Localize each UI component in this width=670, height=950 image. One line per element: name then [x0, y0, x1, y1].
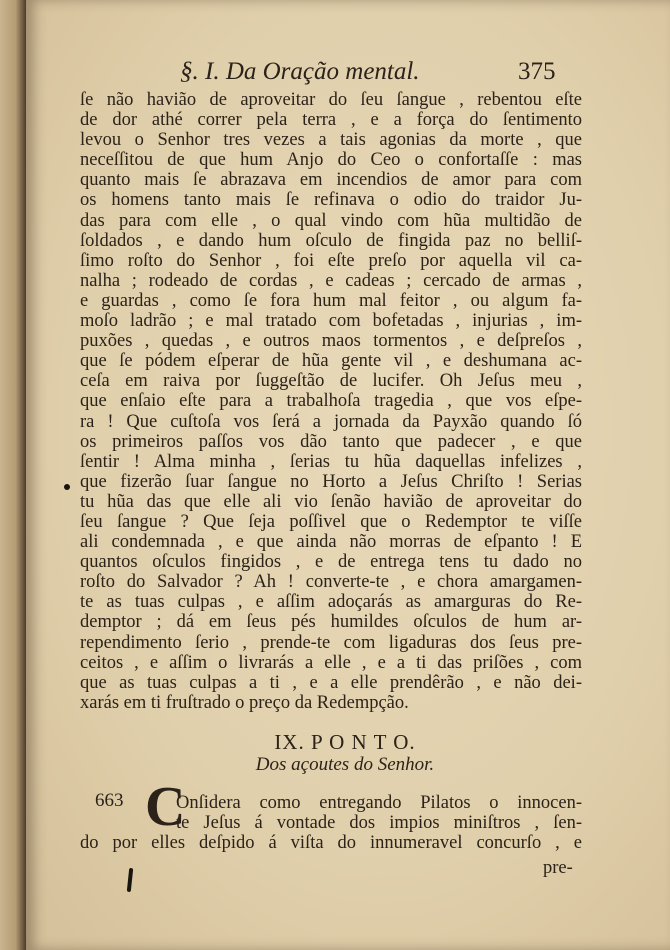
text-line: que enſaio eſte para a trabalhoſa tragedia , que vos eſpe- [80, 391, 582, 412]
text-line: ra ! Que cuſtoſa vos ſerá a jornada da Payxão quando ſó [80, 411, 582, 432]
text-line: ali condemnada , e que ainda não morras de eſpanto ! E [80, 532, 582, 553]
ink-dot [64, 484, 70, 490]
paragraph-number: 663 [95, 790, 124, 811]
text-line: te Jeſus á vontade dos impios miniſtros , ſen- [176, 813, 582, 834]
page-number: 375 [518, 58, 556, 85]
text-line: ſentir ! Alma minha , ſerias tu hũa daquellas infelizes , [80, 451, 582, 472]
text-line: tu hũa das que elle ali vio ſenão havião de aproveitar do [80, 491, 582, 512]
text-line: ceitos , e aſſim o livrarás a elle , e a ti das priſões , com [80, 652, 582, 673]
text-line: roſto do Salvador ? Ah ! converte-te , e chora amargamen- [80, 572, 582, 593]
text-line: quanto mais ſe abrazava em incendios de amor para com [80, 170, 582, 191]
body-text [80, 90, 582, 713]
text-line: moſo ladrão ; e mal tratado com bofetadas , injurias , im- [80, 311, 582, 332]
section-heading: IX. P O N T O. [274, 730, 416, 754]
text-line: de dor athé correr pela terra , e a força do ſentimento [80, 110, 582, 131]
text-line: ceſa em raiva por ſuggeſtão de lucifer. Oh Jeſus meu , [80, 371, 582, 392]
text-line: que fizerão ſuar ſangue no Horto a Jeſus Chriſto ! Serias [80, 471, 582, 492]
text-line: que as tuas culpas a ti , e a elle prendêrão , e não dei- [80, 672, 582, 693]
section-subheading: Dos açoutes do Senhor. [255, 754, 435, 775]
drop-cap: C [145, 776, 186, 838]
text-line: os primeiros paſſos vos dão tanto que padecer , e que [80, 431, 582, 452]
text-line: quantos oſculos fingidos , e de entrega tens tu dado no [80, 552, 582, 573]
text-line: levou o Senhor tres vezes a tais agonias da morte , que [80, 130, 582, 151]
text-line: ſoldados , e dando hum oſculo de fingida paz no belliſ- [80, 230, 582, 251]
text-line: os homens tanto mais ſe refinava o odio do traidor Ju- [80, 190, 582, 211]
text-line: ſeu ſangue ? Que ſeja poſſivel que o Redemptor te viſſe [80, 511, 582, 532]
text-line: ſe não havião de aproveitar do ſeu ſangue , rebentou eſte [80, 90, 582, 110]
text-line: te as tuas culpas , e aſſim adoçarás as amarguras do Re- [80, 592, 582, 613]
text-line: rependimento ſerio , prende-te com ligaduras dos ſeus pre- [80, 632, 582, 653]
running-head: §. I. Da Oração mental. [180, 58, 420, 85]
text-line: que ſe pódem eſperar de hũa gente vil , e deshumana ac- [80, 351, 582, 372]
catchword: pre- [543, 858, 573, 878]
text-line: nalha ; rodeado de cordas , e cadeas ; cercado de armas , [80, 270, 582, 291]
text-line: neceſſitou de que hum Anjo do Ceo o confortaſſe : mas [80, 150, 582, 171]
text-line: do por elles deſpido á viſta do innumeravel concurſo , e [80, 833, 582, 854]
section-paragraph [80, 793, 582, 853]
facing-page-edge [0, 0, 26, 950]
text-line: Onſidera como entregando Pilatos o innocen- [176, 793, 582, 813]
text-line: das para com elle , o qual vindo com hũa multidão de [80, 210, 582, 231]
text-line: xarás em ti fruſtrado o preço da Redempção. [80, 692, 409, 713]
text-line: puxões , quedas , e outros maos tormentos , e deſpreſos , [80, 331, 582, 352]
text-line: ſimo roſto do Senhor , foi eſte preſo por aquella vil ca- [80, 250, 582, 271]
text-line: e guardas , como ſe fora hum mal feitor , ou algum fa- [80, 290, 582, 311]
text-line: demptor ; dá em ſeus pés humildes oſculos de hum ar- [80, 612, 582, 633]
